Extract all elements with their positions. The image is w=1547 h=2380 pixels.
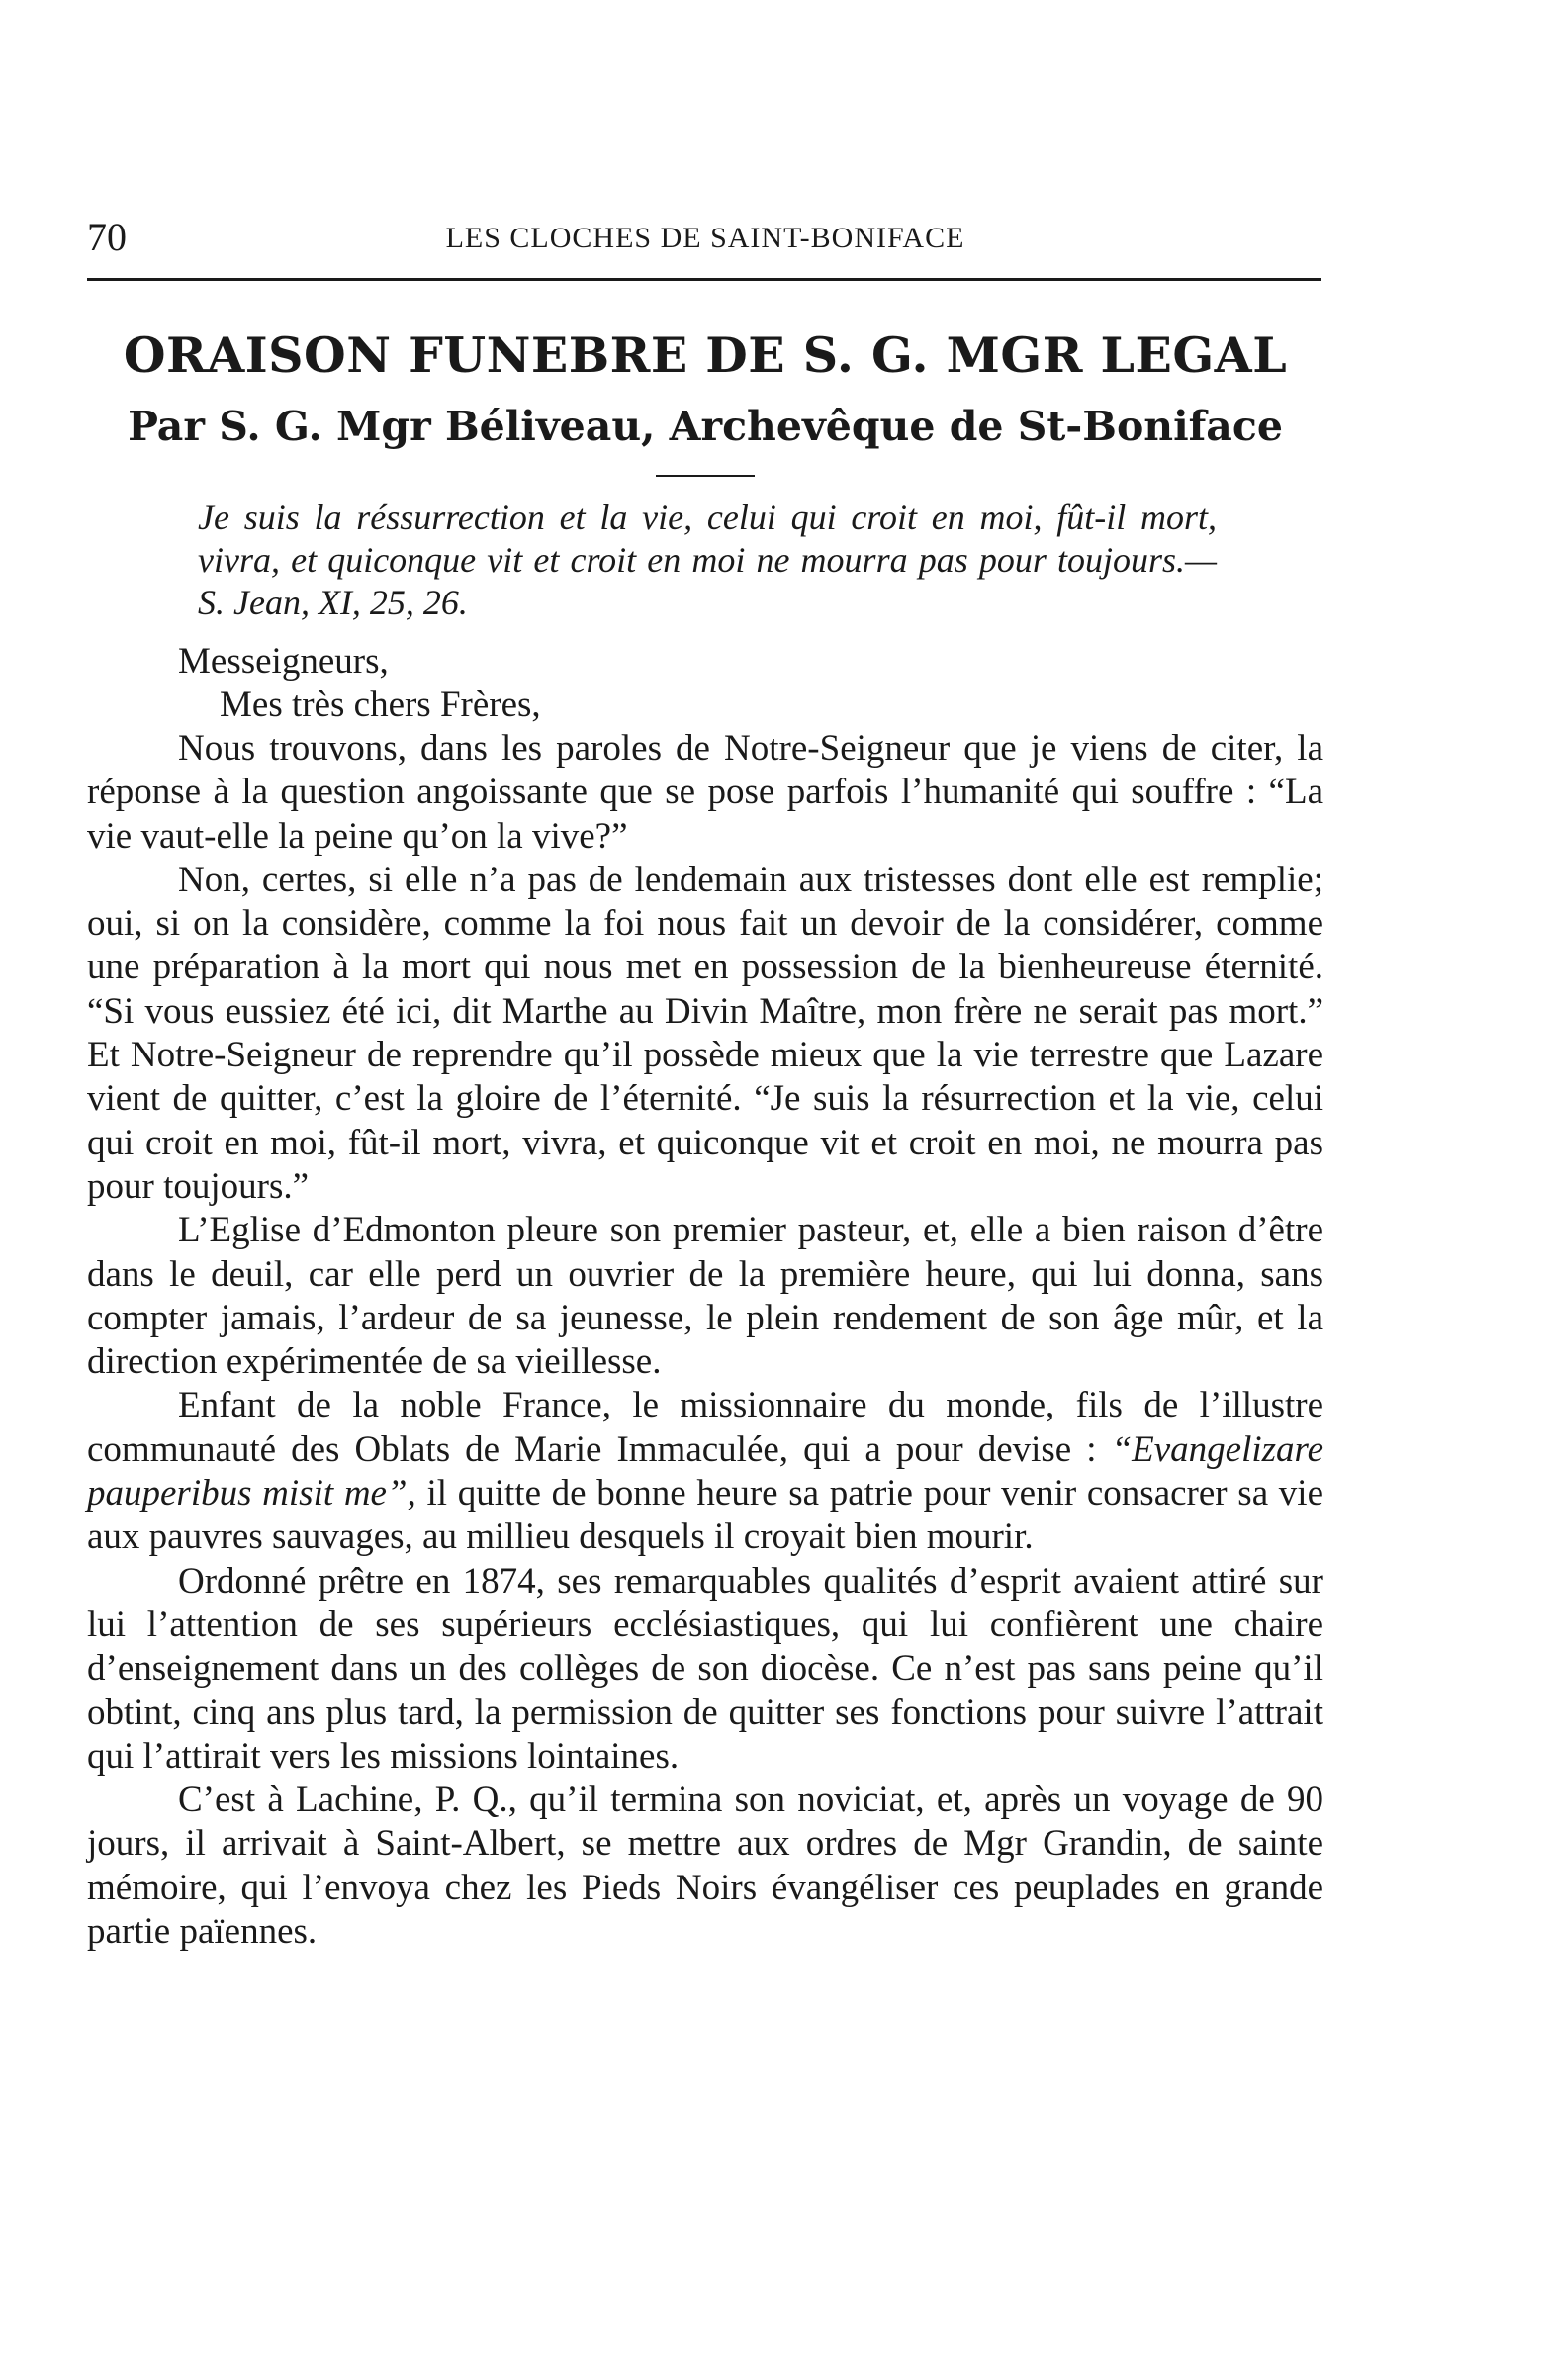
article-subtitle: Par S. G. Mgr Béliveau, Archevêque de St-Boniface (128, 403, 1283, 450)
page-number: 70 (87, 215, 127, 259)
article-title: ORAISON FUNEBRE DE S. G. MGR LEGAL (123, 326, 1288, 384)
paragraph-text: Enfant de la noble France, le missionnaire du monde, fils de l’illustre communauté des Oblats de Marie Immaculée, qui a pour devise : (87, 1385, 1323, 1470)
paragraph: Ordonné prêtre en 1874, ses remarquables qualités d’esprit avaient attiré sur lui l’attention de ses supérieurs ecclésiastiques, qui lui confièrent une chaire d’enseignement dans un des collèges de son diocèse. Ce n’est pas sans peine qu’il obtint, cinq ans plus tard, la permission de quitter ses fonctions pour suivre l’attrait qui l’attirait vers les missions lointaines. (87, 1560, 1323, 1777)
epigraph-text: Je suis la réssurrection et la vie, celui qui croit en moi, fût-il mort, vivra, et quiconque vit et croit en moi ne mourra pas pour toujours.— (198, 498, 1217, 580)
salutation-2: Mes très chers Frères, (220, 685, 541, 725)
header-rule (87, 278, 1321, 281)
paragraph: Non, certes, si elle n’a pas de lendemain aux tristesses dont elle est remplie; oui, si on la considère, comme la foi nous fait un devoir de la considérer, comme une préparation à la mort qui nous met en possession de la bienheureuse éternité. “Si vous eussiez été ici, dit Marthe au Divin Maître, mon frère ne serait pas mort.” Et Notre-Seigneur de reprendre qu’il possède mieux que la vie terrestre que Lazare vient de quitter, c’est la gloire de l’éternité. “Je suis la résurrection et la vie, celui qui croit en moi, fût-il mort, vivra, et quiconque vit et croit en moi, ne mourra pas pour toujours.” (87, 859, 1323, 1207)
body-text (87, 727, 1323, 1954)
paragraph: Nous trouvons, dans les paroles de Notre-Seigneur que je viens de citer, la réponse à la question angoissante que se pose parfois l’humanité qui souffre : “La vie vaut-elle la peine qu’on la vive?” (87, 728, 1323, 857)
paragraph (87, 1384, 1323, 1559)
epigraph (198, 497, 1217, 624)
epigraph-reference: S. Jean, XI, 25, 26. (198, 583, 468, 622)
salutation-1: Messeigneurs, (178, 641, 389, 682)
paragraph: C’est à Lachine, P. Q., qu’il termina son noviciat, et, après un voyage de 90 jours, il arrivait à Saint-Albert, se mettre aux ordres de Mgr Grandin, de sainte mémoire, qui l’envoya chez les Pieds Noirs évangéliser ces peuplades en grande partie païennes. (87, 1780, 1323, 1953)
paragraph: L’Eglise d’Edmonton pleure son premier pasteur, et, elle a bien raison d’être dans le deuil, car elle perd un ouvrier de la première heure, qui lui donna, sans compter jamais, l’ardeur de sa jeunesse, le plein rendement de son âge mûr, et la direction expérimentée de sa vieillesse. (87, 1210, 1323, 1383)
motto-text: “Evangelizare pauperibus misit me”, (87, 1428, 1323, 1514)
running-head (87, 213, 1323, 268)
title-divider (656, 475, 755, 477)
running-title: LES CLOCHES DE SAINT-BONIFACE (445, 222, 965, 254)
document-page (87, 213, 1323, 1954)
paragraph-text: il quitte de bonne heure sa patrie pour venir consacrer sa vie aux pauvres sauvages, au millieu desquels il croyait bien mourir. (87, 1473, 1324, 1558)
